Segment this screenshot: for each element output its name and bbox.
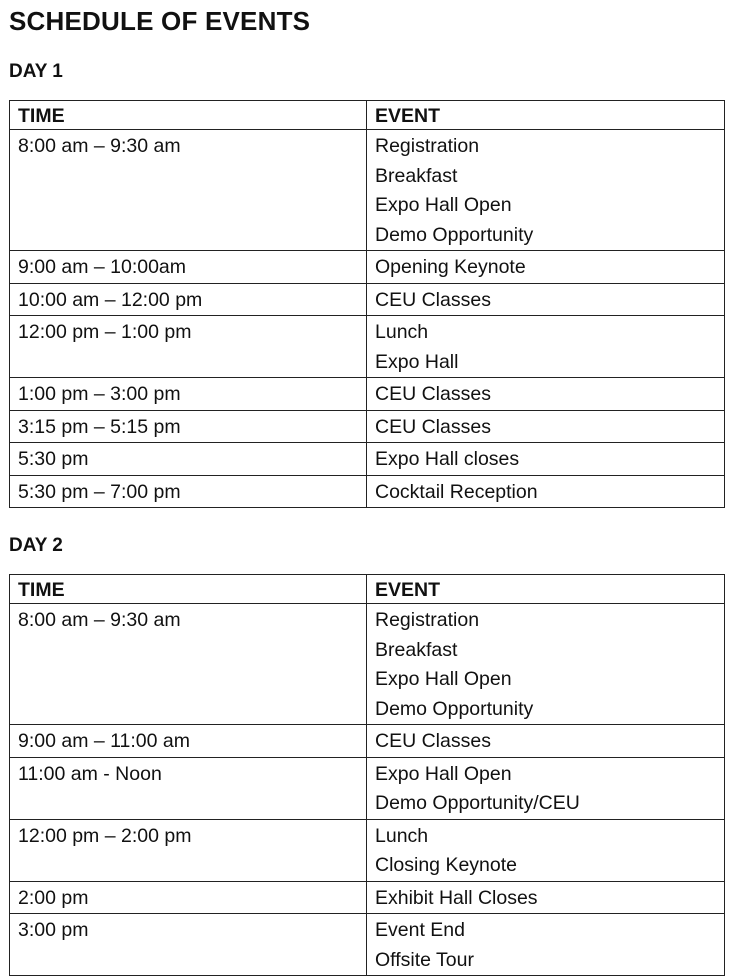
table-row — [10, 130, 725, 251]
event-item: Breakfast — [375, 638, 458, 661]
time-cell — [10, 316, 367, 378]
event-item: Expo Hall — [375, 350, 459, 373]
event-cell — [367, 914, 725, 976]
table-row — [10, 725, 725, 758]
page-title: SCHEDULE OF EVENTS — [9, 6, 311, 36]
time-column-header: TIME — [10, 575, 367, 604]
event-cell — [367, 410, 725, 443]
time-cell — [10, 130, 367, 251]
table-row — [10, 443, 725, 476]
event-item: Expo Hall closes — [375, 448, 520, 470]
time-text: 3:00 pm — [18, 919, 89, 941]
table-row — [10, 475, 725, 508]
event-item: CEU Classes — [375, 730, 491, 752]
table-row — [10, 881, 725, 914]
event-item: Expo Hall Open — [375, 194, 512, 216]
time-cell — [10, 604, 367, 725]
event-item: CEU Classes — [375, 288, 491, 311]
event-item: Lunch — [375, 824, 429, 847]
time-cell — [10, 410, 367, 443]
event-cell — [367, 251, 725, 284]
event-column-header: EVENT — [367, 575, 725, 604]
event-item: Cocktail Reception — [375, 480, 538, 503]
event-cell — [367, 378, 725, 411]
time-cell — [10, 881, 367, 914]
event-item: Opening Keynote — [375, 256, 526, 278]
event-item: Demo Opportunity — [375, 697, 534, 720]
time-text: 9:00 am – 10:00am — [18, 256, 187, 278]
event-item: Offsite Tour — [375, 948, 474, 971]
day-2-rows — [10, 604, 725, 976]
event-cell — [367, 604, 725, 725]
event-item: Breakfast — [375, 164, 458, 187]
time-text: 8:00 am – 9:30 am — [18, 135, 181, 157]
table-header-row — [10, 101, 725, 130]
time-text: 11:00 am - Noon — [18, 762, 162, 785]
table-header-row — [10, 575, 725, 604]
event-cell — [367, 443, 725, 476]
table-row — [10, 378, 725, 411]
time-text: 9:00 am – 11:00 am — [18, 730, 190, 752]
time-text: 8:00 am – 9:30 am — [18, 609, 181, 631]
table-row — [10, 410, 725, 443]
time-cell — [10, 378, 367, 411]
event-item: CEU Classes — [375, 415, 491, 438]
time-text: 10:00 am – 12:00 pm — [18, 288, 203, 311]
event-item: Demo Opportunity — [375, 223, 534, 246]
time-cell — [10, 251, 367, 284]
day-2-heading: DAY 2 — [9, 535, 63, 556]
event-cell — [367, 475, 725, 508]
event-item: Demo Opportunity/CEU — [375, 792, 580, 814]
event-column-header: EVENT — [367, 101, 725, 130]
time-cell — [10, 475, 367, 508]
event-cell — [367, 725, 725, 758]
time-text: 1:00 pm – 3:00 pm — [18, 383, 181, 405]
day-1-heading: DAY 1 — [9, 61, 63, 82]
time-cell — [10, 283, 367, 316]
table-row — [10, 251, 725, 284]
time-cell — [10, 443, 367, 476]
time-cell — [10, 914, 367, 976]
event-cell — [367, 757, 725, 819]
event-item: Lunch — [375, 321, 429, 343]
time-cell — [10, 757, 367, 819]
time-text: 2:00 pm — [18, 886, 89, 909]
table-row — [10, 316, 725, 378]
event-item: Exhibit Hall Closes — [375, 886, 538, 909]
event-item: Expo Hall Open — [375, 762, 512, 785]
event-item: CEU Classes — [375, 383, 491, 405]
time-cell — [10, 725, 367, 758]
event-item: Event End — [375, 919, 465, 941]
time-text: 3:15 pm – 5:15 pm — [18, 415, 181, 438]
table-row — [10, 914, 725, 976]
time-text: 5:30 pm — [18, 448, 89, 470]
time-text: 5:30 pm – 7:00 pm — [18, 480, 181, 503]
time-column-header: TIME — [10, 101, 367, 130]
day-1-rows — [10, 130, 725, 508]
event-item: Closing Keynote — [375, 854, 518, 876]
table-row — [10, 819, 725, 881]
table-row — [10, 757, 725, 819]
event-item: Registration — [375, 135, 480, 157]
event-item: Expo Hall Open — [375, 668, 512, 690]
table-row — [10, 283, 725, 316]
event-cell — [367, 130, 725, 251]
event-cell — [367, 316, 725, 378]
event-item: Registration — [375, 609, 480, 631]
time-text: 12:00 pm – 1:00 pm — [18, 321, 192, 343]
event-cell — [367, 283, 725, 316]
time-cell — [10, 819, 367, 881]
day-1-schedule-table — [9, 100, 725, 508]
time-text: 12:00 pm – 2:00 pm — [18, 824, 192, 847]
table-row — [10, 604, 725, 725]
day-2-schedule-table — [9, 574, 725, 976]
event-cell — [367, 819, 725, 881]
event-cell — [367, 881, 725, 914]
